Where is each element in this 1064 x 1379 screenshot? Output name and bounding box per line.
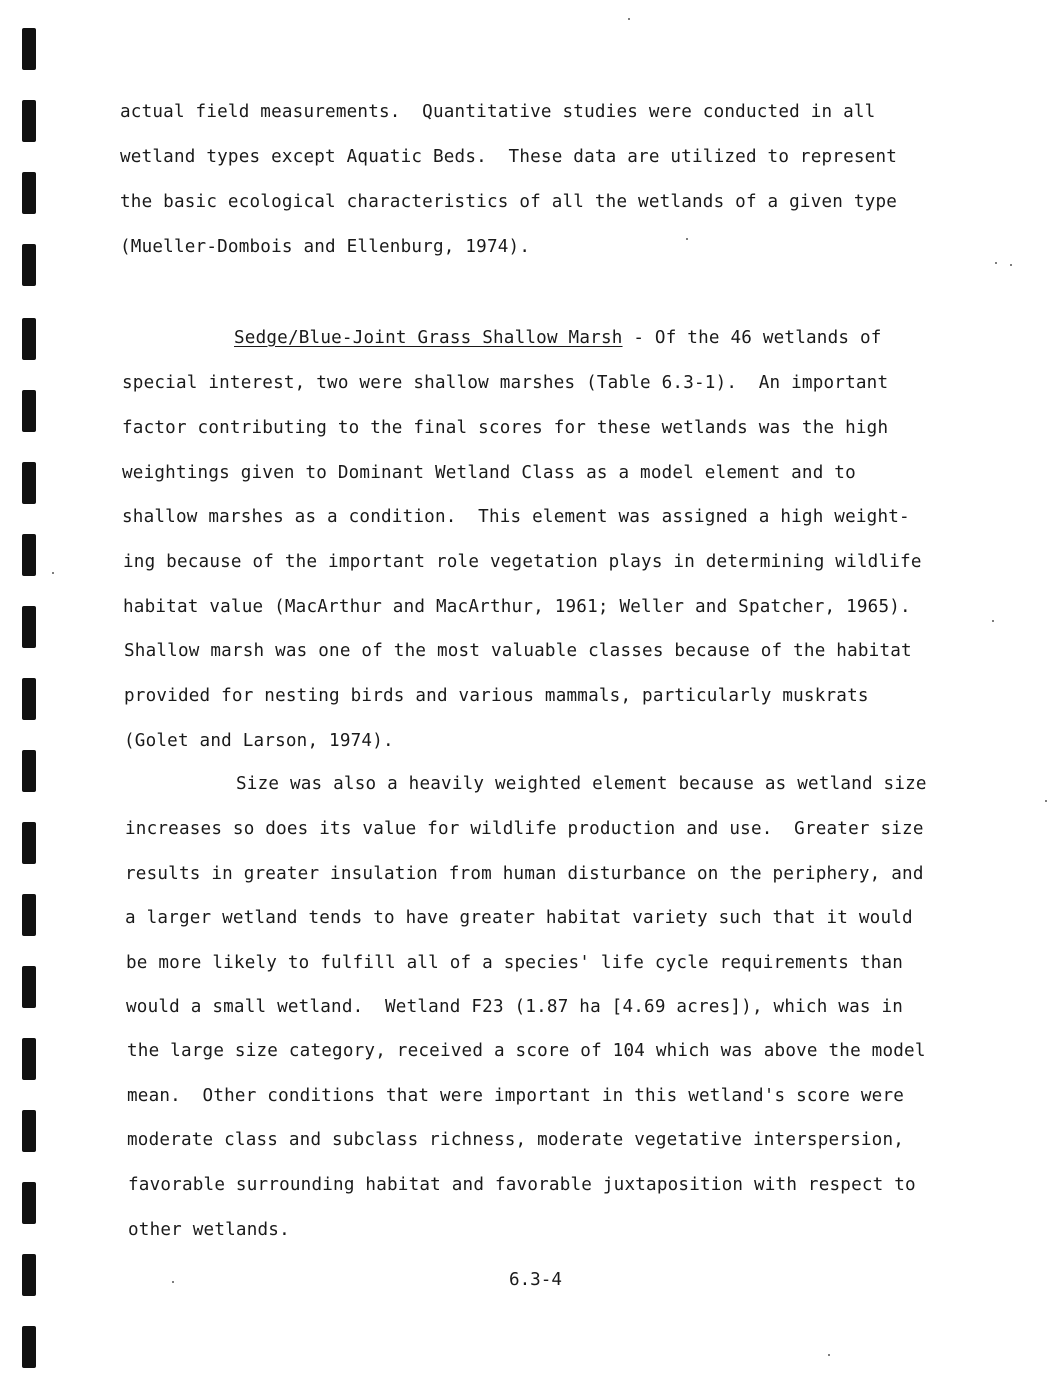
text-line: the large size category, received a score of 104 which was above the model <box>127 1041 926 1061</box>
text-line: Size was also a heavily weighted element because as wetland size <box>236 774 927 794</box>
text-line: results in greater insulation from human disturbance on the periphery, and <box>125 864 924 884</box>
scan-speck <box>628 18 630 20</box>
text-line: a larger wetland tends to have greater habitat variety such that it would <box>125 908 913 928</box>
scan-speck <box>828 1354 830 1356</box>
text-line: other wetlands. <box>128 1220 290 1240</box>
binding-mark <box>22 172 36 214</box>
text-line: provided for nesting birds and various mammals, particularly muskrats <box>124 686 869 706</box>
binding-mark <box>22 1110 36 1152</box>
text-line: (Mueller-Dombois and Ellenburg, 1974). <box>120 237 531 257</box>
text-line: favorable surrounding habitat and favorable juxtaposition with respect to <box>128 1175 916 1195</box>
binding-mark <box>22 100 36 142</box>
scan-speck <box>172 1281 174 1283</box>
scan-speck <box>992 620 994 622</box>
binding-mark <box>22 894 36 936</box>
binding-mark <box>22 822 36 864</box>
binding-mark <box>22 390 36 432</box>
binding-mark <box>22 750 36 792</box>
text-line: shallow marshes as a condition. This element was assigned a high weight- <box>122 507 910 527</box>
scan-speck <box>52 572 54 574</box>
binding-mark <box>22 606 36 648</box>
text-line: ing because of the important role vegetation plays in determining wildlife <box>123 552 922 572</box>
binding-mark <box>22 318 36 360</box>
binding-mark <box>22 1254 36 1296</box>
text-line: (Golet and Larson, 1974). <box>124 731 394 751</box>
text-line: special interest, two were shallow marshes (Table 6.3-1). An important <box>122 373 889 393</box>
text-line: moderate class and subclass richness, moderate vegetative interspersion, <box>127 1130 905 1150</box>
text-line: be more likely to fulfill all of a species' life cycle requirements than <box>126 953 904 973</box>
text-line: actual field measurements. Quantitative studies were conducted in all <box>120 102 876 122</box>
scan-speck <box>686 238 688 240</box>
binding-mark <box>22 28 36 70</box>
scan-speck <box>995 262 997 264</box>
text-line: weightings given to Dominant Wetland Class as a model element and to <box>122 463 856 483</box>
text-line: the basic ecological characteristics of all the wetlands of a given type <box>120 192 898 212</box>
section-heading-tail: - Of the 46 wetlands of <box>622 328 882 348</box>
text-line: Shallow marsh was one of the most valuable classes because of the habitat <box>124 641 912 661</box>
binding-mark <box>22 1182 36 1224</box>
page-number: 6.3-4 <box>509 1270 562 1290</box>
binding-mark <box>22 678 36 720</box>
text-line: wetland types except Aquatic Beds. These data are utilized to represent <box>120 147 898 167</box>
scan-speck <box>1010 264 1012 266</box>
binding-marks <box>0 0 60 1379</box>
binding-mark <box>22 244 36 286</box>
scan-speck <box>1045 800 1047 802</box>
text-line: habitat value (MacArthur and MacArthur, 1961; Weller and Spatcher, 1965). <box>123 597 911 617</box>
section-heading-line <box>234 330 882 348</box>
binding-mark <box>22 1038 36 1080</box>
binding-mark <box>22 534 36 576</box>
binding-mark <box>22 966 36 1008</box>
text-line: factor contributing to the final scores for these wetlands was the high <box>122 418 889 438</box>
text-line: would a small wetland. Wetland F23 (1.87 ha [4.69 acres]), which was in <box>126 997 904 1017</box>
text-line: mean. Other conditions that were important in this wetland's score were <box>127 1086 905 1106</box>
binding-mark <box>22 462 36 504</box>
binding-mark <box>22 1326 36 1368</box>
section-heading: Sedge/Blue-Joint Grass Shallow Marsh <box>234 328 623 348</box>
text-line: increases so does its value for wildlife production and use. Greater size <box>125 819 924 839</box>
